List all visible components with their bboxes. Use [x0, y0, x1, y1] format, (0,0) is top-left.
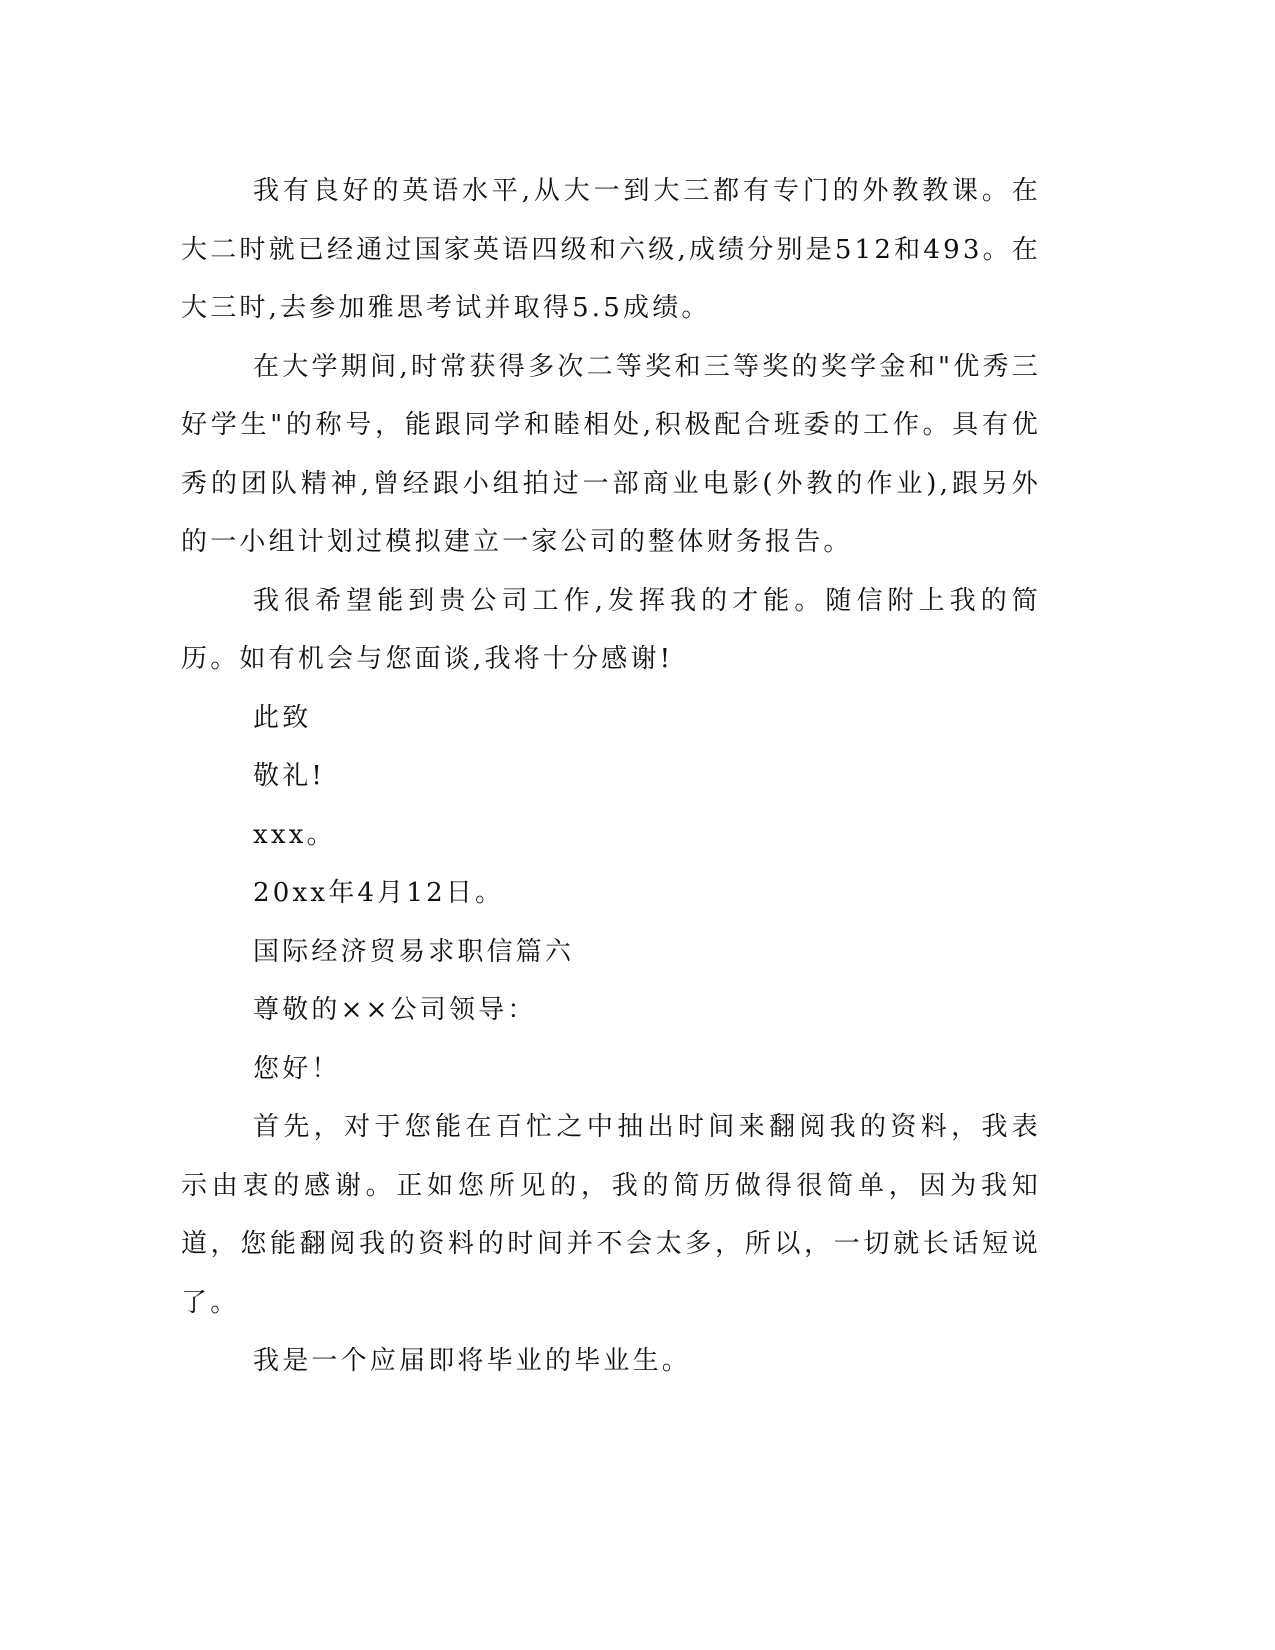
paragraph-thanks: 首先，对于您能在百忙之中抽出时间来翻阅我的资料，我表示由衷的感谢。正如您所见的，我的简历做得很简单，因为我知道，您能翻阅我的资料的时间并不会太多，所以，一切就长话短说了。 — [181, 1112, 1041, 1318]
closing-regards: 敬礼! — [253, 761, 326, 791]
letter-body — [181, 162, 1041, 1391]
signature-name: xxx。 — [253, 819, 336, 850]
section-heading: 国际经济贸易求职信篇六 — [253, 936, 575, 967]
letter-greeting: 尊敬的××公司领导： — [253, 995, 537, 1025]
paragraph-university-awards: 在大学期间,时常获得多次二等奖和三等奖的奖学金和"优秀三好学生"的称号，能跟同学和睦相处,积极配合班委的工作。具有优秀的团队精神,曾经跟小组拍过一部商业电影(外教的作业),跟另外的一小组计划过模拟建立一家公司的整体财务报告。 — [181, 351, 1041, 557]
paragraph-application-wish: 我很希望能到贵公司工作,发挥我的才能。随信附上我的简历。如有机会与您面谈,我将十分感谢! — [181, 585, 1041, 674]
paragraph-english-ability: 我有良好的英语水平,从大一到大三都有专门的外教教课。在大二时就已经通过国家英语四级和六级,成绩分别是512和493。在大三时,去参加雅思考试并取得5.5成绩。 — [181, 176, 1041, 323]
letter-hello: 您好！ — [253, 1053, 341, 1084]
signature-date: 20xx年4月12日。 — [253, 878, 505, 908]
paragraph-introduction: 我是一个应届即将毕业的毕业生。 — [253, 1346, 692, 1376]
closing-salutation: 此致 — [253, 702, 312, 733]
